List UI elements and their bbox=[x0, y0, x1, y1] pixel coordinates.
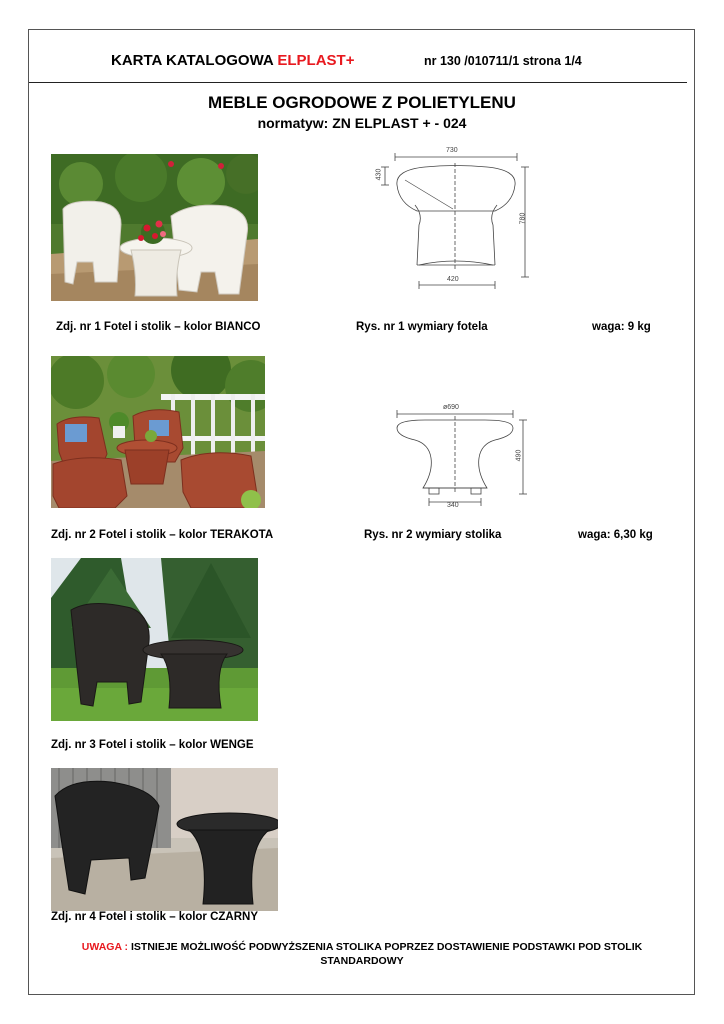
dim-armchair-left: 430 bbox=[375, 168, 383, 181]
note-box bbox=[50, 940, 674, 968]
drawing-table bbox=[385, 402, 535, 514]
dim-armchair-bottom: 420 bbox=[447, 276, 459, 283]
photo-bianco bbox=[51, 154, 258, 301]
dim-table-height: 490 bbox=[515, 449, 523, 462]
photo-wenge bbox=[51, 558, 258, 721]
note-label: UWAGA : bbox=[81, 941, 129, 953]
photo-czarny bbox=[51, 768, 278, 911]
note-text: ISTNIEJE MOŻLIWOŚĆ PODWYŻSZENIA STOLIKA POPRZEZ DOSTAWIENIE PODSTAWKI POD STOLIK STANDARDOWY bbox=[128, 941, 643, 967]
caption-photo-2: Zdj. nr 2 Fotel i stolik – kolor TERAKOTA bbox=[51, 529, 274, 541]
page-subtitle: normatyw: ZN ELPLAST + - 024 bbox=[257, 115, 467, 131]
caption-drawing-2: Rys. nr 2 wymiary stolika bbox=[364, 529, 502, 541]
drawing-armchair bbox=[375, 145, 535, 295]
photo-terakota bbox=[51, 356, 265, 508]
dim-table-top: ø690 bbox=[443, 404, 459, 411]
page-title: MEBLE OGRODOWE Z POLIETYLENU bbox=[208, 93, 516, 112]
weight-drawing-1: waga: 9 kg bbox=[592, 321, 651, 333]
header-divider bbox=[29, 82, 687, 83]
header-title bbox=[111, 52, 354, 69]
header-title-prefix: KARTA KATALOGOWA bbox=[111, 52, 274, 69]
dim-armchair-top: 730 bbox=[446, 147, 458, 154]
caption-photo-3: Zdj. nr 3 Fotel i stolik – kolor WENGE bbox=[51, 739, 254, 751]
weight-drawing-2: waga: 6,30 kg bbox=[578, 529, 653, 541]
dim-armchair-height: 780 bbox=[519, 212, 527, 225]
header-number: nr 130 /010711/1 strona 1/4 bbox=[424, 54, 582, 68]
dim-table-bottom: 340 bbox=[447, 502, 459, 509]
caption-photo-1: Zdj. nr 1 Fotel i stolik – kolor BIANCO bbox=[56, 321, 261, 333]
caption-photo-4: Zdj. nr 4 Fotel i stolik – kolor CZARNY bbox=[51, 911, 259, 923]
header-brand: ELPLAST+ bbox=[277, 52, 355, 69]
caption-drawing-1: Rys. nr 1 wymiary fotela bbox=[356, 321, 488, 333]
